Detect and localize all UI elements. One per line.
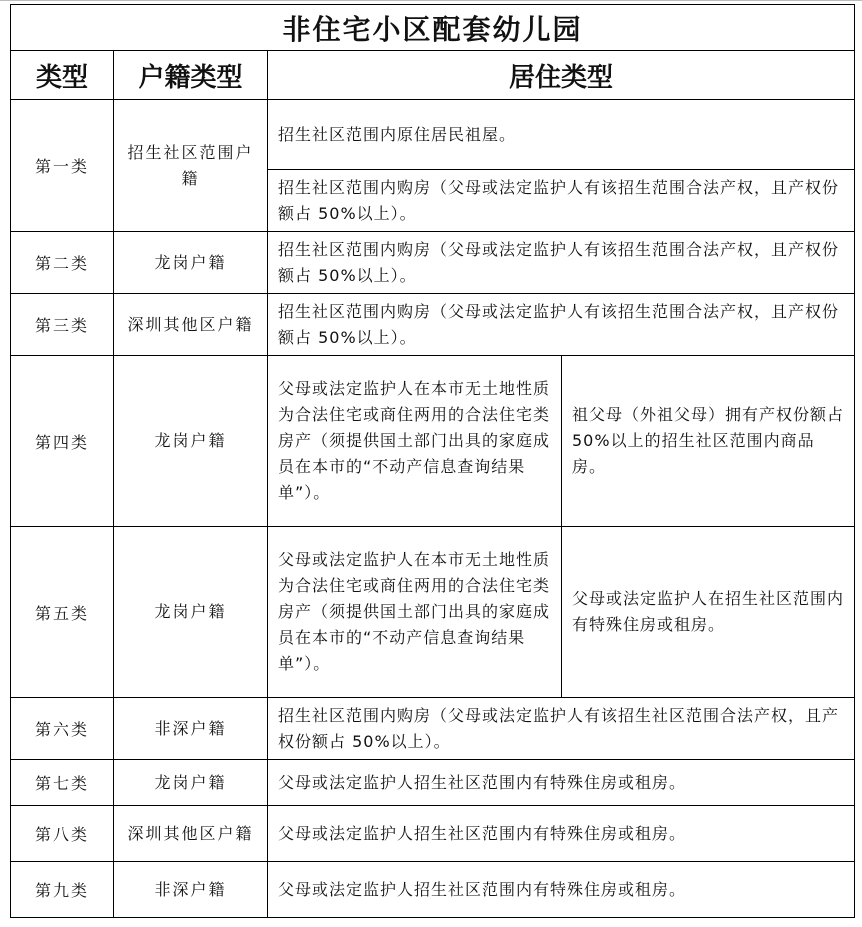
category-cell: 第一类 <box>11 100 114 232</box>
table-row <box>11 232 855 294</box>
table-row <box>11 356 855 527</box>
hukou-cell: 深圳其他区户籍 <box>114 294 268 356</box>
residence-right-cell: 祖父母（外祖父母）拥有产权份额占 50%以上的招生社区范围内商品房。 <box>562 356 855 527</box>
header-residence: 居住类型 <box>268 51 855 100</box>
category-cell: 第四类 <box>11 356 114 527</box>
hukou-cell: 非深户籍 <box>114 698 268 760</box>
table-row <box>11 294 855 356</box>
category-cell: 第七类 <box>11 760 114 806</box>
hukou-cell: 非深户籍 <box>114 862 268 918</box>
category-cell: 第六类 <box>11 698 114 760</box>
table-row <box>11 527 855 698</box>
table-row <box>11 806 855 862</box>
table-row <box>11 100 855 170</box>
table-row <box>11 698 855 760</box>
category-cell: 第五类 <box>11 527 114 698</box>
residence-cell: 父母或法定监护人招生社区范围内有特殊住房或租房。 <box>268 862 855 918</box>
hukou-cell: 龙岗户籍 <box>114 356 268 527</box>
category-cell: 第三类 <box>11 294 114 356</box>
header-type: 类型 <box>11 51 114 100</box>
category-cell: 第九类 <box>11 862 114 918</box>
residence-cell: 招生社区范围内购房（父母或法定监护人有该招生范围合法产权，且产权份额占 50%以上）。 <box>268 170 855 232</box>
table-row <box>11 760 855 806</box>
residence-left-cell: 父母或法定监护人在本市无土地性质为合法住宅或商住两用的合法住宅类房产（须提供国土部门出具的家庭成员在本市的“不动产信息查询结果单”）。 <box>268 527 562 698</box>
category-cell: 第八类 <box>11 806 114 862</box>
residence-cell: 招生社区范围内购房（父母或法定监护人有该招生范围合法产权，且产权份额占 50%以上）。 <box>268 232 855 294</box>
table-title: 非住宅小区配套幼儿园 <box>11 5 855 51</box>
category-cell: 第二类 <box>11 232 114 294</box>
hukou-cell: 深圳其他区户籍 <box>114 806 268 862</box>
hukou-cell: 龙岗户籍 <box>114 760 268 806</box>
hukou-cell: 招生社区范围户籍 <box>114 100 268 232</box>
header-hukou: 户籍类型 <box>114 51 268 100</box>
residence-cell: 招生社区范围内购房（父母或法定监护人有该招生社区范围合法产权，且产权份额占 50%以上）。 <box>268 698 855 760</box>
residence-cell: 招生社区范围内原住居民祖屋。 <box>268 100 855 170</box>
residence-left-cell: 父母或法定监护人在本市无土地性质为合法住宅或商住两用的合法住宅类房产（须提供国土部门出具的家庭成员在本市的“不动产信息查询结果单”）。 <box>268 356 562 527</box>
table-row <box>11 862 855 918</box>
hukou-cell: 龙岗户籍 <box>114 232 268 294</box>
residence-cell: 招生社区范围内购房（父母或法定监护人有该招生范围合法产权，且产权份额占 50%以上）。 <box>268 294 855 356</box>
residence-cell: 父母或法定监护人招生社区范围内有特殊住房或租房。 <box>268 760 855 806</box>
residence-right-cell: 父母或法定监护人在招生社区范围内有特殊住房或租房。 <box>562 527 855 698</box>
hukou-cell: 龙岗户籍 <box>114 527 268 698</box>
kindergarten-enrollment-table <box>10 4 855 918</box>
residence-cell: 父母或法定监护人招生社区范围内有特殊住房或租房。 <box>268 806 855 862</box>
